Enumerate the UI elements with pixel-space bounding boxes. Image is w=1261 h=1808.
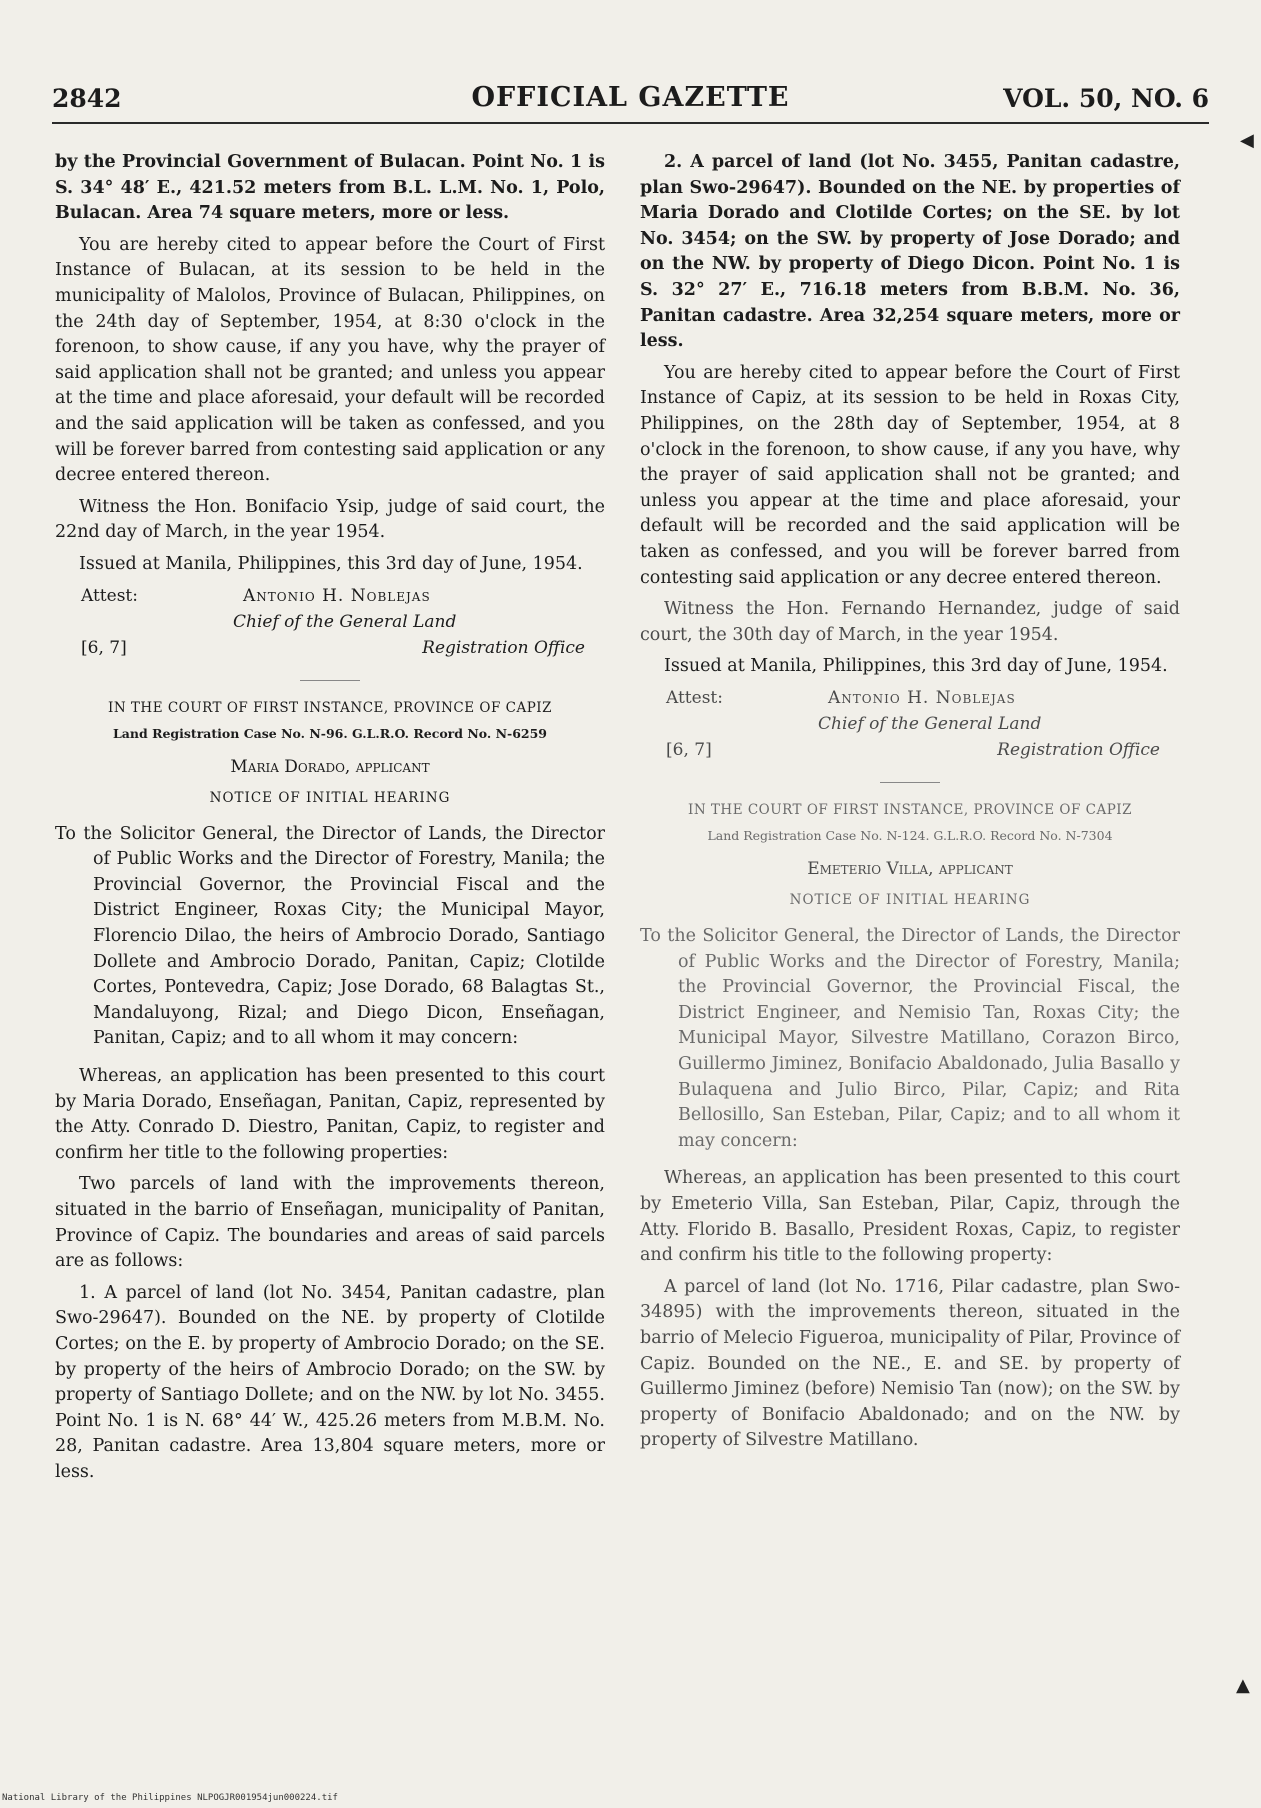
attest-title-line2: Registration Office xyxy=(422,637,585,658)
attest-label: Attest: xyxy=(666,687,723,708)
divider xyxy=(880,782,940,783)
page-number: 2842 xyxy=(52,84,122,113)
applicant-name: Maria Dorado, applicant xyxy=(230,756,430,777)
paragraph: Whereas, an application has been presented to this court by Emeterio Villa, San Esteban, Pilar, Capiz, through the Atty. Florido B. Basallo, President Roxas, Capiz, to register and confirm his title to the following property: xyxy=(640,1168,1180,1266)
addressees: To the Solicitor General, the Director of Lands, the Director of Public Works and the Director of Forestry, Manila; the Provincial Governor, the Provincial Fiscal, the District Engineer, and Nemisio Tan, Roxas City; the Municipal Mayor, Silvestre Matillano, Corazon Birco, Guillermo Jiminez, Bonifacio Abaldonado, Julia Basallo y Bulaquena and Julio Birco, Pilar, Capiz; and Rita Bellosillo, San Esteban, Pilar, Capiz; and to all whom it may concern: xyxy=(640,926,1180,1151)
scan-footer: National Library of the Philippines NLPOGJR001954jun000224.tif xyxy=(2,1793,338,1803)
attest-label: Attest: xyxy=(81,585,138,606)
paragraph: Witness the Hon. Bonifacio Ysip, judge of said court, the 22nd day of March, in the year 1954. xyxy=(55,496,605,543)
right-column xyxy=(640,150,1180,1460)
applicant-line xyxy=(640,857,1180,883)
attest-title-line2: Registration Office xyxy=(997,739,1160,760)
case-number: Land Registration Case No. N-124. G.L.R.O. Record No. N-7304 xyxy=(707,827,1113,843)
applicant-name: Emeterio Villa, applicant xyxy=(807,858,1013,879)
issue-reference: [6, 7] xyxy=(666,739,712,760)
attest-title-line1: Chief of the General Land xyxy=(233,611,457,632)
header-rule xyxy=(52,122,1209,124)
paragraph: You are hereby cited to appear before the Court of First Instance of Capiz, at its session to be held in Roxas City, Philippines, on the 28th day of September, 1954, at 8 o'clock in the forenoon, to show cause, if any you have, why the prayer of said application shall not be granted; and unless you appear at the time and place aforesaid, your default will be recorded and the said application will be taken as confessed, and you will be forever barred from contesting said application or any decree entered thereon. xyxy=(640,362,1180,588)
case-number: Land Registration Case No. N-96. G.L.R.O. Record No. N-6259 xyxy=(113,725,547,741)
paragraph: Issued at Manila, Philippines, this 3rd day of June, 1954. xyxy=(664,656,1168,677)
attestation-block xyxy=(640,686,1180,768)
paragraph: by the Provincial Government of Bulacan. Point No. 1 is S. 34° 48′ E., 421.52 meters from B.L. L.M. No. 1, Polo, Bulacan. Area 74 square meters, more or less. xyxy=(55,152,605,224)
addressees: To the Solicitor General, the Director of Lands, the Director of Public Works and the Director of Forestry, Manila; the Provincial Governor, the Provincial Fiscal and the District Engineer, Roxas City; the Municipal Mayor, Florencio Dilao, the heirs of Ambrocio Dorado, Santiago Dollete and Ambrocio Dorado, Panitan, Capiz; Clotilde Cortes, Pontevedra, Capiz; Jose Dorado, 68 Balagtas St., Mandaluyong, Rizal; and Diego Dicon, Enseñagan, Panitan, Capiz; and to all whom it may concern: xyxy=(55,823,605,1049)
paragraph: You are hereby cited to appear before the Court of First Instance of Bulacan, at its session to be held in the municipality of Malolos, Province of Bulacan, Philippines, on the 24th day of September, 1954, at 8:30 o'clock in the forenoon, to show cause, if any you have, why the prayer of said application shall not be granted; and unless you appear at the time and place aforesaid, your default will be recorded and the said application will be taken as confessed, and you will be forever barred from contesting said application or any decree entered thereon. xyxy=(55,234,605,486)
attest-title-line1: Chief of the General Land xyxy=(818,713,1042,734)
attest-name: Antonio H. Noblejas xyxy=(828,687,1016,708)
scan-mark: ◀ xyxy=(1240,130,1254,151)
notice-heading: NOTICE OF INITIAL HEARING xyxy=(209,790,451,807)
court-heading: IN THE COURT OF FIRST INSTANCE, PROVINCE OF CAPIZ xyxy=(107,699,553,716)
page-header xyxy=(52,80,1209,120)
paragraph: 2. A parcel of land (lot No. 3455, Panitan cadastre, plan Swo-29647). Bounded on the NE. by properties of Maria Dorado and Clotilde Cortes; on the SE. by lot No. 3454; on the SW. by property of Jose Dorado; and on the NW. by property of Diego Dicon. Point No. 1 is S. 32° 27′ E., 716.18 meters from B.B.M. No. 36, Panitan cadastre. Area 32,254 square meters, more or less. xyxy=(640,152,1180,352)
applicant-line xyxy=(55,755,605,781)
paragraph: A parcel of land (lot No. 1716, Pilar cadastre, plan Swo-34895) with the improvements thereon, situated in the barrio of Melecio Figueroa, municipality of Pilar, Province of Capiz. Bounded on the NE., E. and SE. by property of Guillermo Jiminez (before) Nemisio Tan (now); on the SW. by property of Bonifacio Abaldonado; and on the NW. by property of Silvestre Matillano. xyxy=(640,1276,1180,1451)
divider xyxy=(300,680,360,681)
paragraph: Issued at Manila, Philippines, this 3rd day of June, 1954. xyxy=(79,553,583,574)
attestation-block xyxy=(55,584,605,666)
notice-heading: NOTICE OF INITIAL HEARING xyxy=(789,892,1031,909)
paragraph: 1. A parcel of land (lot No. 3454, Panitan cadastre, plan Swo-29647). Bounded on the NE. by property of Clotilde Cortes; on the E. by property of Ambrocio Dorado; on the SE. by property of the heirs of Ambrocio Dorado; on the SW. by property of Santiago Dollete; and on the NW. by lot No. 3455. Point No. 1 is N. 68° 44′ W., 425.26 meters from M.B.M. No. 28, Panitan cadastre. Area 13,804 square meters, more or less. xyxy=(55,1282,605,1482)
left-column xyxy=(55,150,605,1492)
scan-mark: ▲ xyxy=(1236,1675,1250,1696)
paragraph: Two parcels of land with the improvements thereon, situated in the barrio of Enseñagan, municipality of Panitan, Province of Capiz. The boundaries and areas of said parcels are as follows: xyxy=(55,1174,605,1272)
paragraph: Witness the Hon. Fernando Hernandez, judge of said court, the 30th day of March, in the year 1954. xyxy=(640,599,1180,645)
publication-title: OFFICIAL GAZETTE xyxy=(471,82,790,113)
paragraph: Whereas, an application has been presented to this court by Maria Dorado, Enseñagan, Panitan, Capiz, represented by the Atty. Conrado D. Diestro, Panitan, Capiz, to register and confirm her title to the following properties: xyxy=(55,1066,605,1163)
volume-number: VOL. 50, NO. 6 xyxy=(1003,84,1209,113)
issue-reference: [6, 7] xyxy=(81,637,127,658)
attest-name: Antonio H. Noblejas xyxy=(243,585,431,606)
court-heading: IN THE COURT OF FIRST INSTANCE, PROVINCE OF CAPIZ xyxy=(687,801,1133,818)
